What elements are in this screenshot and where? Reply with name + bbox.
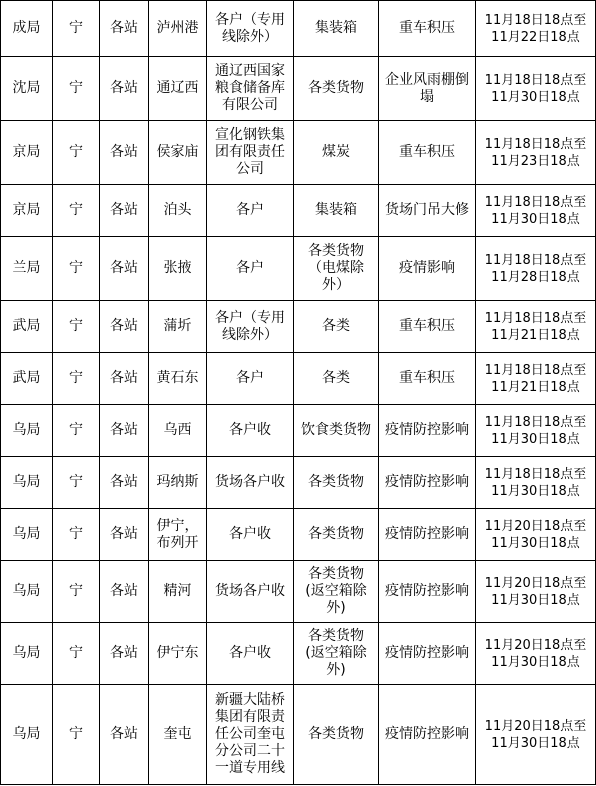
direction-cell: 宁 [53,185,100,237]
goods-cell: 各类货物 [294,509,379,561]
station-scope-cell: 各站 [100,405,149,457]
bureau-cell: 乌局 [1,561,53,623]
bureau-cell: 乌局 [1,405,53,457]
station-scope-cell: 各站 [100,237,149,301]
table-row [1,405,596,457]
table-row [1,623,596,685]
goods-cell: 各类货物 [294,457,379,509]
consignee-cell: 宣化钢铁集 团有限责任 公司 [207,121,294,185]
reason-cell: 疫情防控影响 [379,685,476,785]
station-cell: 伊宁， 布列开 [149,509,207,561]
reason-cell: 重车积压 [379,301,476,353]
consignee-cell: 货场各户收 [207,457,294,509]
direction-cell: 宁 [53,457,100,509]
table-row [1,237,596,301]
station-cell: 侯家庙 [149,121,207,185]
station-cell: 乌西 [149,405,207,457]
station-cell: 伊宁东 [149,623,207,685]
station-cell: 奎屯 [149,685,207,785]
period-cell: 11月18日18点至 11月30日18点 [476,457,596,509]
period-cell: 11月20日18点至 11月30日18点 [476,685,596,785]
station-cell: 张掖 [149,237,207,301]
goods-cell: 集装箱 [294,185,379,237]
station-scope-cell: 各站 [100,457,149,509]
consignee-cell: 各户 [207,185,294,237]
goods-cell: 各类货物 (返空箱除 外) [294,623,379,685]
station-scope-cell: 各站 [100,301,149,353]
reason-cell: 疫情防控影响 [379,457,476,509]
period-cell: 11月18日18点至 11月30日18点 [476,57,596,121]
period-cell: 11月18日18点至 11月23日18点 [476,121,596,185]
station-scope-cell: 各站 [100,685,149,785]
direction-cell: 宁 [53,301,100,353]
goods-cell: 饮食类货物 [294,405,379,457]
station-scope-cell: 各站 [100,121,149,185]
station-cell: 泸州港 [149,1,207,57]
goods-cell: 煤炭 [294,121,379,185]
reason-cell: 疫情防控影响 [379,509,476,561]
consignee-cell: 货场各户收 [207,561,294,623]
table-row [1,121,596,185]
consignee-cell: 各户（专用 线除外） [207,301,294,353]
goods-cell: 各类货物 （电煤除 外） [294,237,379,301]
period-cell: 11月18日18点至 11月30日18点 [476,185,596,237]
direction-cell: 宁 [53,405,100,457]
station-cell: 黄石东 [149,353,207,405]
consignee-cell: 各户收 [207,405,294,457]
reason-cell: 重车积压 [379,121,476,185]
goods-cell: 集装箱 [294,1,379,57]
bureau-cell: 乌局 [1,623,53,685]
reason-cell: 货场门吊大修 [379,185,476,237]
table-row [1,1,596,57]
bureau-cell: 乌局 [1,509,53,561]
goods-cell: 各类货物 (返空箱除 外) [294,561,379,623]
period-cell: 11月20日18点至 11月30日18点 [476,623,596,685]
table-row [1,185,596,237]
direction-cell: 宁 [53,237,100,301]
reason-cell: 疫情防控影响 [379,561,476,623]
bureau-cell: 沈局 [1,57,53,121]
station-scope-cell: 各站 [100,185,149,237]
period-cell: 11月18日18点至 11月21日18点 [476,353,596,405]
period-cell: 11月18日18点至 11月21日18点 [476,301,596,353]
goods-cell: 各类货物 [294,57,379,121]
station-scope-cell: 各站 [100,509,149,561]
consignee-cell: 各户 [207,353,294,405]
direction-cell: 宁 [53,623,100,685]
consignee-cell: 各户收 [207,509,294,561]
consignee-cell: 各户（专用 线除外） [207,1,294,57]
consignee-cell: 各户收 [207,623,294,685]
direction-cell: 宁 [53,561,100,623]
station-cell: 蒲圻 [149,301,207,353]
station-scope-cell: 各站 [100,353,149,405]
table-row [1,509,596,561]
reason-cell: 疫情防控影响 [379,623,476,685]
direction-cell: 宁 [53,685,100,785]
reason-cell: 疫情影响 [379,237,476,301]
bureau-cell: 乌局 [1,457,53,509]
bureau-cell: 乌局 [1,685,53,785]
period-cell: 11月20日18点至 11月30日18点 [476,561,596,623]
direction-cell: 宁 [53,509,100,561]
goods-cell: 各类 [294,353,379,405]
bureau-cell: 京局 [1,185,53,237]
table-row [1,685,596,785]
reason-cell: 重车积压 [379,353,476,405]
table-row [1,457,596,509]
period-cell: 11月18日18点至 11月28日18点 [476,237,596,301]
station-scope-cell: 各站 [100,623,149,685]
period-cell: 11月18日18点至 11月22日18点 [476,1,596,57]
bureau-cell: 成局 [1,1,53,57]
period-cell: 11月18日18点至 11月30日18点 [476,405,596,457]
direction-cell: 宁 [53,353,100,405]
direction-cell: 宁 [53,1,100,57]
station-cell: 玛纳斯 [149,457,207,509]
goods-cell: 各类 [294,301,379,353]
table-row [1,353,596,405]
station-cell: 泊头 [149,185,207,237]
period-cell: 11月20日18点至 11月30日18点 [476,509,596,561]
consignee-cell: 各户 [207,237,294,301]
reason-cell: 企业风雨棚倒 塌 [379,57,476,121]
consignee-cell: 新疆大陆桥 集团有限责 任公司奎屯 分公司二十 一道专用线 [207,685,294,785]
table-row [1,561,596,623]
station-scope-cell: 各站 [100,1,149,57]
reason-cell: 疫情防控影响 [379,405,476,457]
bureau-cell: 兰局 [1,237,53,301]
station-cell: 精河 [149,561,207,623]
bureau-cell: 京局 [1,121,53,185]
bureau-cell: 武局 [1,301,53,353]
direction-cell: 宁 [53,57,100,121]
reason-cell: 重车积压 [379,1,476,57]
table-row [1,57,596,121]
consignee-cell: 通辽西国家 粮食储备库 有限公司 [207,57,294,121]
station-scope-cell: 各站 [100,57,149,121]
table-row [1,301,596,353]
station-cell: 通辽西 [149,57,207,121]
station-scope-cell: 各站 [100,561,149,623]
goods-cell: 各类货物 [294,685,379,785]
bureau-cell: 武局 [1,353,53,405]
direction-cell: 宁 [53,121,100,185]
